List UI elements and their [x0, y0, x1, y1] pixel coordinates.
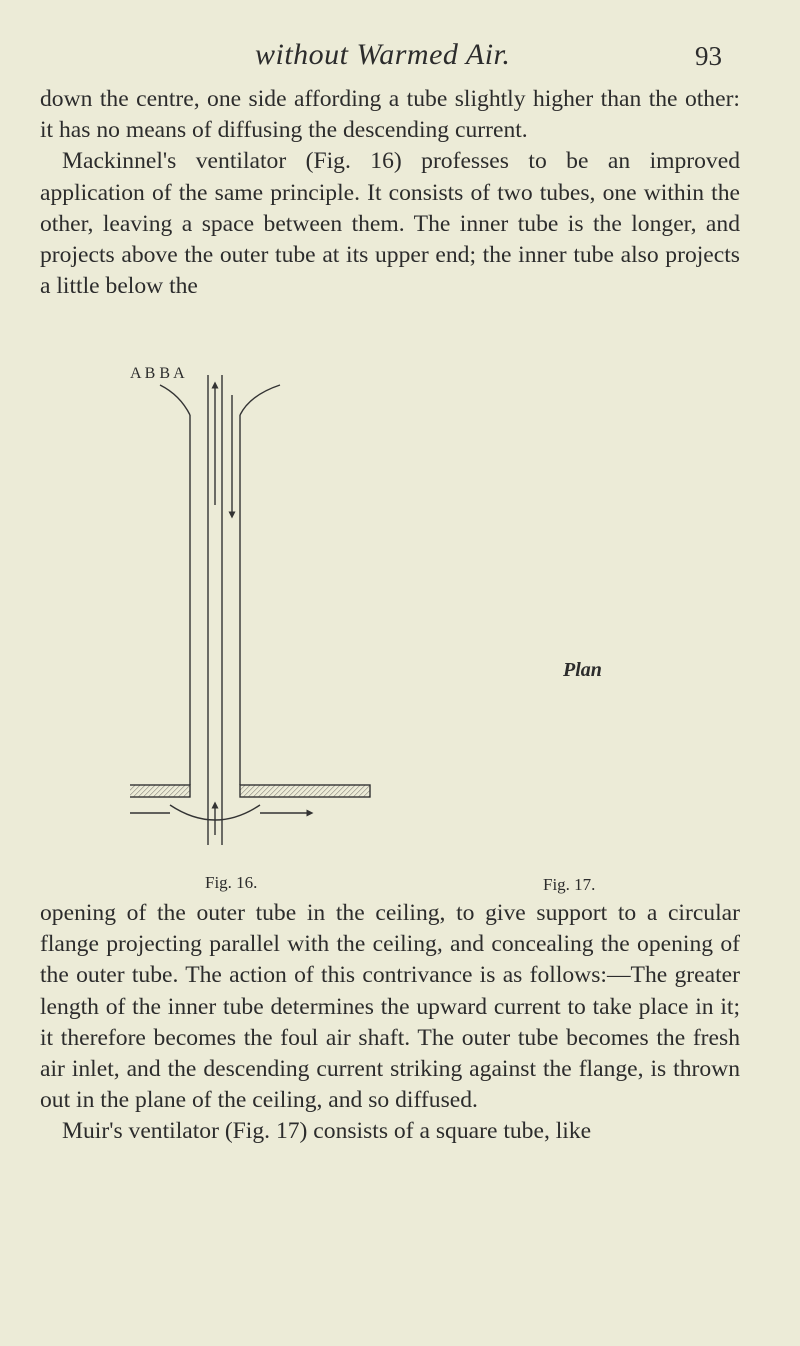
figures-area: [130, 365, 730, 895]
fig16-caption: Fig. 16.: [205, 873, 258, 892]
plan-cell-b1: B: [144, 365, 156, 382]
page-header: [0, 38, 800, 78]
paragraph: opening of the outer tube in the ceiling, to give support to a circular flange projecting parallel with the ceiling, and concealing the opening of the outer tube. The action of this contrivance is as follows:—The greater length of the inner tube determines the upward current to take place in it; it therefore becomes the foul air shaft. The outer tube becomes the fresh air inlet, and the descending current striking against the flange, is thrown out in the plane of the ceiling, and so diffused.: [40, 900, 740, 1114]
paragraph: Muir's ventilator (Fig. 17) consists of a square tube, like: [62, 1118, 592, 1145]
text-block-top: [40, 84, 740, 302]
paragraph: down the centre, one side affording a tube slightly higher than the other: it has no means of diffusing the descending current.: [40, 86, 740, 144]
paragraph: Mackinnel's ventilator (Fig. 16) professes to be an improved application of the same principle. It consists of two tubes, one within the other, leaving a space between them. The inner tube is the longer, and projects above the outer tube at its upper end; the inner tube also projects a little below the: [40, 148, 740, 300]
plan-cell-a2: A: [173, 365, 185, 382]
plan-cell-b2: B: [159, 365, 171, 382]
fig16-drawing: [130, 375, 370, 845]
plan-label: Plan: [563, 659, 602, 681]
fig17-caption: Fig. 17.: [543, 875, 596, 894]
text-block-bottom: [40, 898, 740, 1148]
ventilator-illustrations: [130, 365, 730, 895]
running-title: without Warmed Air.: [255, 38, 511, 71]
page-number: 93: [695, 41, 722, 71]
plan-cell-a1: A: [130, 365, 141, 382]
